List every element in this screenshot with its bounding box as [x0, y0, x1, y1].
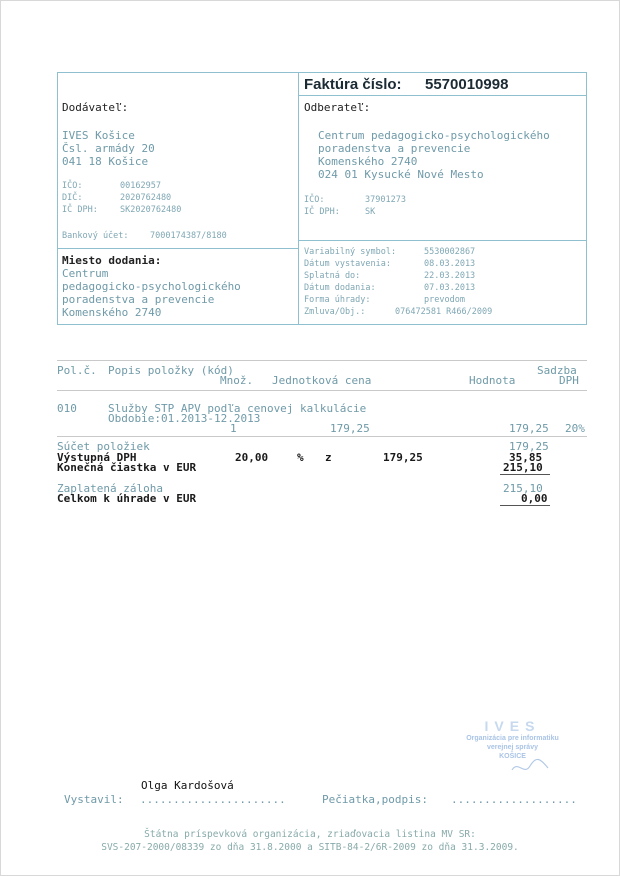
contract-value: 076472581 R466/2009	[395, 307, 493, 317]
col-unit-header: Jednotková cena	[272, 374, 372, 387]
vat-z: z	[325, 451, 332, 464]
delivery-address	[62, 267, 241, 319]
supplier-bank-account: 7000174387/8180	[150, 231, 227, 241]
due-date: 22.03.2013	[424, 271, 476, 281]
payment-labels	[304, 246, 396, 318]
stamp-line: verejnej správy	[487, 744, 538, 751]
col-qty-header: Množ.	[220, 374, 254, 387]
item-unit-price: 179,25	[330, 422, 370, 435]
header-box-divider	[298, 72, 299, 325]
col-pol-header: Pol.č.	[57, 364, 97, 377]
invoice-title-label: Faktúra číslo:	[304, 76, 402, 93]
vs-value: 5530002867	[424, 247, 476, 257]
table-top-rule	[57, 360, 587, 361]
supplier-line: 041 18 Košice	[62, 155, 149, 168]
invoice-number: 5570010998	[425, 76, 509, 93]
customer-address	[318, 129, 550, 181]
vat-value: 35,85	[509, 451, 543, 464]
vs-label: Variabilný symbol:	[304, 247, 397, 257]
amount-due-label: Celkom k úhrade v EUR	[57, 492, 197, 505]
stamp-signature-dots: ...................	[451, 793, 577, 806]
delivery-line: poradenstva a prevencie	[62, 293, 215, 306]
table-header-rule	[57, 390, 587, 391]
customer-icdph-label: IČ DPH:	[304, 207, 340, 217]
item-rate: 20%	[565, 422, 585, 435]
stamp-org: IVES	[484, 718, 541, 734]
item-desc: Služby STP APV podľa cenovej kalkulácie	[108, 402, 367, 415]
supplier-ico-label: IČO:	[62, 181, 83, 191]
supplier-ico: 00162957	[120, 181, 161, 191]
item-period: Obdobie:01.2013-12.2013	[108, 412, 261, 425]
customer-ico: 37901273	[365, 195, 406, 205]
customer-line: 024 01 Kysucké Nové Mesto	[318, 168, 484, 181]
sum-value: 179,25	[509, 440, 549, 453]
issued-by-dots: ......................	[140, 793, 286, 806]
customer-ids-labels	[304, 194, 340, 218]
issued-date: 08.03.2013	[424, 259, 476, 269]
final-label: Konečná čiastka v EUR	[57, 461, 197, 474]
customer-heading: Odberateľ:	[304, 101, 371, 114]
supplier-address	[62, 129, 155, 168]
delivery-heading: Miesto dodania:	[62, 254, 162, 267]
customer-line: Centrum pedagogicko-psychologického	[318, 129, 550, 142]
supplier-dic-label: DIČ:	[62, 193, 83, 203]
official-stamp	[450, 718, 575, 778]
issued-by-label: Vystavil:	[64, 793, 124, 806]
header-box-top	[57, 72, 587, 73]
customer-box-bottom	[298, 240, 587, 241]
vat-percent: %	[297, 451, 304, 464]
stamp-signature-label: Pečiatka,podpis:	[322, 793, 428, 806]
customer-ico-label: IČO:	[304, 195, 325, 205]
final-underline	[500, 474, 550, 475]
vat-label: Výstupná DPH	[57, 451, 137, 464]
sum-label: Súčet položiek	[57, 440, 150, 453]
col-rate-header-2: DPH	[559, 374, 579, 387]
payment-method-label: Forma úhrady:	[304, 295, 371, 305]
header-box-left	[57, 72, 58, 325]
supplier-icdph: SK2020762480	[120, 205, 182, 215]
customer-ids-values	[365, 194, 406, 218]
stamp-signature-scribble	[510, 756, 550, 778]
supplier-ids-values	[120, 180, 181, 216]
customer-line: Komenského 2740	[318, 155, 418, 168]
stamp-line: Organizácia pre informatiku	[466, 735, 559, 742]
customer-line: poradenstva a prevencie	[318, 142, 471, 155]
due-date-label: Splatná do:	[304, 271, 361, 281]
col-desc-header: Popis položky (kód)	[108, 364, 234, 377]
supplier-box-bottom	[57, 248, 298, 249]
supplier-icdph-label: IČ DPH:	[62, 205, 98, 215]
supplier-line: Čsl. armády 20	[62, 142, 155, 155]
advance-value: 215,10	[503, 482, 543, 495]
vat-base: 179,25	[383, 451, 423, 464]
delivery-line: pedagogicko-psychologického	[62, 280, 241, 293]
supplier-ids-labels	[62, 180, 98, 216]
delivery-date: 07.03.2013	[424, 283, 476, 293]
delivery-line: Komenského 2740	[62, 306, 162, 319]
footer-line-2: SVS-207-2000/08339 zo dňa 31.8.2000 a SITB-84-2/6R-2009 zo dňa 31.3.2009.	[101, 842, 519, 853]
title-box-bottom	[298, 95, 587, 96]
delivery-line: Centrum	[62, 267, 109, 280]
payment-method: prevodom	[424, 295, 465, 305]
supplier-bank-label: Bankový účet:	[62, 231, 129, 241]
items-bottom-rule	[57, 436, 587, 437]
header-box-bottom	[57, 324, 587, 325]
col-rate-header: Sadzba	[537, 364, 577, 377]
issuer-name: Olga Kardošová	[141, 779, 234, 792]
delivery-date-label: Dátum dodania:	[304, 283, 376, 293]
item-pol: 010	[57, 402, 77, 415]
supplier-dic: 2020762480	[120, 193, 172, 203]
header-box-right	[586, 72, 587, 325]
stamp-line: KOŠICE	[499, 753, 526, 760]
payment-values	[424, 246, 475, 306]
item-qty: 1	[230, 422, 237, 435]
contract-label: Zmluva/Obj.:	[304, 307, 366, 317]
supplier-heading: Dodávateľ:	[62, 101, 129, 114]
due-underline	[500, 505, 550, 506]
amount-due-value: 0,00	[521, 492, 548, 505]
supplier-line: IVES Košice	[62, 129, 135, 142]
customer-icdph: SK	[365, 207, 376, 217]
col-value-header: Hodnota	[469, 374, 516, 387]
vat-rate: 20,00	[235, 451, 269, 464]
issued-label: Dátum vystavenia:	[304, 259, 391, 269]
item-value: 179,25	[509, 422, 549, 435]
advance-label: Zaplatená záloha	[57, 482, 163, 495]
footer-line-1: Štátna príspevková organizácia, zriaďovacia listina MV SR:	[144, 829, 476, 840]
final-value: 215,10	[503, 461, 543, 474]
